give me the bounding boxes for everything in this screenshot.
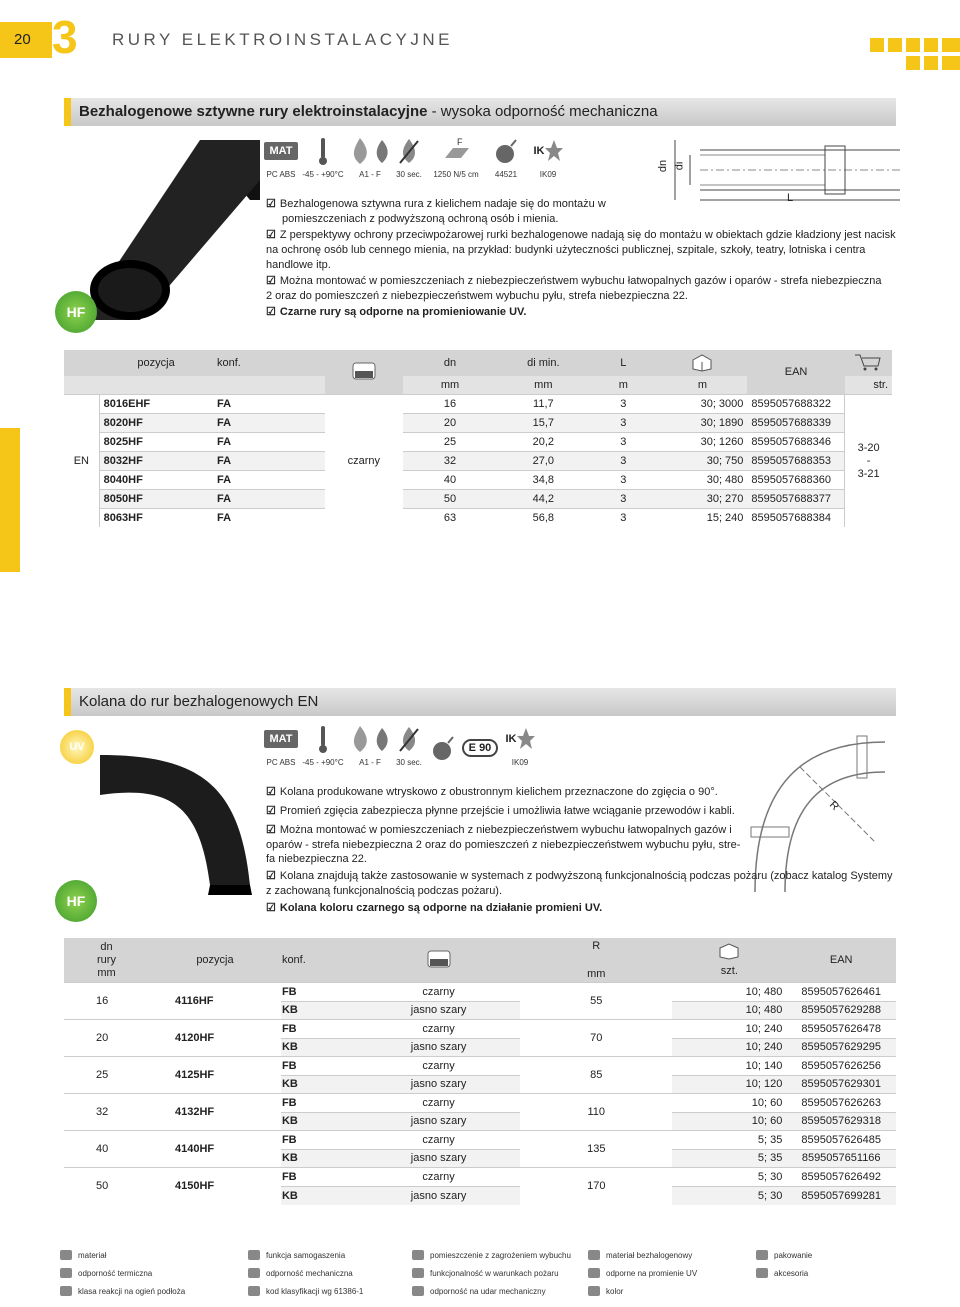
table-row [64,509,892,528]
cell-pozycja: 8050HF [103,493,143,505]
table-row [64,433,892,452]
legend-icon [248,1286,260,1296]
self-extinguish-icon [398,722,420,756]
table-row [64,471,892,490]
svg-text:F: F [457,137,463,147]
cell-pack: 10; 480 [745,1004,783,1017]
icon-caption: 44521 [494,170,518,179]
legend-icon [248,1250,260,1260]
cell-ean: 8595057699281 [801,1189,881,1202]
legend-item [60,1286,185,1296]
cell-color: jasno szary [410,1004,467,1017]
legend [60,1250,930,1302]
table-row [64,983,896,1002]
table-row [64,1131,896,1150]
cell-pozycja: 8063HF [103,512,143,524]
cell-konf: FB [281,1170,297,1183]
cell-dn: 50 [96,1180,109,1193]
bullet-item: ☑ Można montować w pomieszczeniach z niebezpieczeństwem wybuchu łatwopalnych gazów i [266,824,732,836]
material-icon: MAT [264,142,297,160]
unit-di: mm [534,379,553,391]
section2-title: Kolana do rur bezhalogenowych EN [79,693,319,710]
legend-label: odporność mechaniczna [266,1268,353,1278]
cell-ean: 8595057626492 [801,1170,881,1183]
table-row [64,414,892,433]
legend-icon [412,1250,424,1260]
legend-label: odporność na udar mechaniczny [430,1286,546,1296]
cell-pack: 15; 240 [706,512,744,524]
icon-caption: IK09 [511,758,529,767]
color-icon [325,350,402,395]
cell-di: 27,0 [532,455,555,467]
col-ean: EAN [784,366,808,378]
cell-di: 44,2 [532,493,555,505]
color-icon [357,938,520,983]
table-row [64,452,892,471]
bullet-cont: na ochronę osób lub cennego mienia, na przykład: budynki użyteczności publicznej, szpitale, szkoły, teatry, lotniska i centra [266,244,866,256]
legend-item [412,1268,559,1278]
cell-ean: 8595057626461 [801,985,881,998]
legend-label: kod klasyfikacji wg 61386-1 [266,1286,364,1296]
cell-dn: 63 [443,512,457,524]
cell-color: czarny [422,985,455,998]
legend-label: funkcjonalność w warunkach pożaru [430,1268,559,1278]
cell-R: 110 [587,1106,606,1118]
table-row [64,1020,896,1039]
col-pozycja: pozycja [137,357,175,369]
bullet-cont: fa niebezpieczna 22. [266,853,367,865]
cell-konf: FB [281,1133,297,1146]
legend-item [756,1268,808,1278]
legend-icon [412,1268,424,1278]
cell-konf: KB [281,1004,298,1017]
legend-label: akcesoria [774,1268,809,1278]
elbow-image [90,745,260,898]
cell-R: 170 [587,1180,606,1193]
cell-dn: 20 [96,1032,109,1044]
cell-ean: 8595057626256 [801,1059,881,1072]
bullet-item: ☑ Kolana produkowane wtryskowo z obustronnym kielichem przeznaczone do zgięcia o 90°. [266,786,718,798]
cell-pack: 10; 60 [751,1096,783,1109]
col-konf: konf. [216,357,241,369]
cell-pozycja: 4132HF [174,1106,215,1118]
fire-function-icon: E 90 [462,731,499,765]
thermometer-icon [318,722,328,756]
legend-item [248,1250,345,1260]
explosion-icon [493,134,519,168]
cell-color: czarny [347,455,381,467]
cell-pack: 10; 60 [751,1115,783,1128]
col-di: di min. [527,357,560,369]
cell-konf: FB [281,1059,297,1072]
cell-L: 3 [620,398,627,410]
cell-konf: FA [216,455,232,467]
cell-konf: KB [281,1078,298,1091]
cell-konf: KB [281,1041,298,1054]
pipe-dimension-diagram [655,130,900,213]
cell-L: 3 [620,474,627,486]
cell-ean: 8595057688322 [751,398,831,410]
legend-item [248,1286,363,1296]
legend-icon [588,1268,600,1278]
cell-pack: 10; 140 [745,1059,783,1072]
bullet-item: ☑ Kolana znajdują także zastosowanie w systemach z podwyższoną funkcjonalnością podczas pożaru (zobacz katalog Systemy [266,870,893,882]
icon-caption: PC ABS [266,758,296,767]
cell-ean: 8595057688384 [751,512,831,524]
cell-ean: 8595057688339 [751,417,831,429]
uv-icon: UV [60,730,94,764]
cell-color: czarny [422,1133,455,1146]
cell-color: jasno szary [410,1041,467,1054]
cell-ean: 8595057626485 [801,1133,881,1146]
legend-icon [588,1286,600,1296]
section-title-bold: Bezhalogenowe sztywne rury elektroinstalacyjne [79,103,428,120]
col-ean: EAN [829,954,853,966]
legend-item [248,1268,353,1278]
cell-color: jasno szary [410,1078,467,1091]
legend-item [588,1268,697,1278]
cell-pack: 10; 120 [745,1078,783,1091]
cell-pozycja: 4150HF [174,1180,215,1193]
cell-dn: 32 [96,1106,109,1118]
table-row [64,490,892,509]
elbows-table [64,938,896,1205]
material-icon: MAT [264,730,297,748]
cell-pack: 30; 480 [706,474,744,486]
bullet-cont: handlowe itp. [266,259,331,271]
cell-dn: 20 [443,417,457,429]
cell-pack: 10; 480 [745,985,783,998]
cell-pack: 5; 35 [757,1133,783,1146]
cell-pack: 10; 240 [745,1022,783,1035]
cell-ean: 8595057651166 [801,1152,881,1165]
legend-icon [756,1268,768,1278]
icon-caption: 30 sec. [396,758,422,767]
legend-label: kolor [606,1286,624,1296]
cell-konf: FA [216,474,232,486]
bullet-cont: 2 oraz do pomieszczeń z niebezpieczeństwem wybuchu pyłu, strefa niebezpieczna 22. [266,290,688,302]
property-icons [264,134,570,179]
cell-pack: 5; 30 [757,1189,783,1202]
unit-pack: m [697,379,707,391]
cell-dn: 40 [443,474,457,486]
legend-item [412,1250,571,1260]
cell-pack: 30; 750 [706,455,744,467]
col-pack: szt. [672,938,786,983]
cell-pozycja: 8025HF [103,436,143,448]
legend-icon [60,1286,72,1296]
label-R: R [826,798,842,814]
legend-icon [588,1250,600,1260]
cell-R: 135 [587,1143,606,1155]
icon-caption: 30 sec. [396,170,422,179]
icon-caption: PC ABS [266,170,296,179]
icon-caption: IK09 [539,170,557,179]
cell-pack: 10; 240 [745,1041,783,1054]
cell-ean: 8595057629288 [801,1004,881,1017]
cell-ean: 8595057629295 [801,1041,881,1054]
cell-konf: FA [216,512,232,524]
legend-label: pakowanie [774,1250,813,1260]
explosion-icon [430,731,456,765]
cell-di: 56,8 [532,512,555,524]
cell-color: jasno szary [410,1189,467,1202]
icon-caption: -45 - +90°C [302,758,344,767]
self-extinguish-icon [398,134,420,168]
cell-pack: 30; 1260 [700,436,744,448]
bullet-item: ☑ Czarne rury są odporne na promieniowanie UV. [266,306,527,318]
legend-item [412,1286,546,1296]
bullet-cont: pomieszczeniach z podwyższoną ochroną osób i mienia. [282,213,559,225]
cell-pozycja: 8040HF [103,474,143,486]
cell-pozycja: 4120HF [174,1032,215,1044]
cell-pozycja: 4140HF [174,1143,215,1155]
cell-color: czarny [422,1022,455,1035]
cell-konf: KB [281,1152,298,1165]
cell-dn: 40 [96,1143,109,1155]
cell-pack: 30; 1890 [700,417,744,429]
bullet-item: ☑ Promień zgięcia zabezpiecza płynne przejście i umożliwia łatwe wciąganie przewodów i kabli. [266,805,735,817]
col-konf: konf. [281,954,306,966]
cell-ean: 8595057629301 [801,1078,881,1091]
cell-dn: 32 [443,455,457,467]
label-di: di [673,161,686,171]
cell-color: jasno szary [410,1152,467,1165]
legend-label: pomieszczenie z zagrożeniem wybuchu [430,1250,571,1260]
bullet-item: ☑ Z perspektywy ochrony przeciwpożarowej rurki bezhalogenowe nadają się do montażu w obiektach gdzie kładziony jest nacisk [266,229,896,241]
cell-ean: 8595057688377 [751,493,831,505]
cell-R: 70 [590,1032,603,1044]
legend-item [60,1250,106,1260]
unit-str: str. [873,379,888,391]
legend-label: materiał [78,1250,107,1260]
cell-konf: KB [281,1115,298,1128]
impact-icon: IK [534,134,563,168]
icon-caption: A1 - F [359,170,381,179]
pipes-table [64,350,892,527]
cell-di: 20,2 [532,436,555,448]
chapter-number: 3 [52,11,78,63]
cell-pozycja: 8032HF [103,455,143,467]
section-header-elbows [64,688,896,716]
legend-icon [60,1250,72,1260]
cell-ean: 8595057688360 [751,474,831,486]
cell-ean: 8595057626478 [801,1022,881,1035]
icon-caption: -45 - +90°C [302,170,344,179]
legend-icon [412,1286,424,1296]
cell-ean: 8595057688353 [751,455,831,467]
cell-dn: 16 [443,398,457,410]
unit-dn: mm [440,379,460,391]
accent-bar [0,428,20,572]
section-title-rest: - wysoka odporność mechaniczna [427,103,658,120]
cell-L: 3 [620,417,627,429]
cell-ean: 8595057629318 [801,1115,881,1128]
col-R: R mm [587,940,606,980]
section-header-rigid-pipes [64,98,896,126]
cell-L: 3 [620,455,627,467]
cell-di: 11,7 [533,398,554,410]
thermometer-icon [318,134,328,168]
cell-R: 55 [590,995,603,1007]
legend-label: odporne na promienie UV [606,1268,698,1278]
cell-L: 3 [620,493,627,505]
pack-icon [657,350,747,376]
cell-konf: FA [216,398,232,410]
col-pozycja: pozycja [196,954,234,966]
col-L: L [620,357,627,369]
col-dn: dn rury mm [97,940,116,979]
label-L: L [787,192,794,204]
legend-label: funkcja samogaszenia [266,1250,346,1260]
cell-color: jasno szary [410,1115,467,1128]
impact-icon: IK [506,722,535,756]
icon-caption: 1250 N/5 cm [433,170,479,179]
cell-konf: FB [281,1022,297,1035]
cell-dn: 25 [443,436,457,448]
legend-icon [248,1268,260,1278]
cell-L: 3 [620,436,627,448]
legend-label: odporność termiczna [78,1268,153,1278]
cell-ean: 8595057626263 [801,1096,881,1109]
compression-icon [441,134,471,168]
cell-L: 3 [620,512,627,524]
norm-cell: EN [64,395,99,528]
cell-R: 85 [590,1069,603,1081]
chapter-title: RURY ELEKTROINSTALACYJNE [112,30,453,49]
legend-icon [60,1268,72,1278]
property-icons-2 [264,722,540,767]
cell-ean: 8595057688346 [751,436,831,448]
table-row [64,395,892,414]
cell-konf: FA [216,417,232,429]
cell-konf: FB [281,985,297,998]
cell-color: czarny [422,1096,455,1109]
table-row [64,1168,896,1187]
legend-label: klasa reakcji na ogień podłoża [78,1286,186,1296]
cell-pages: 3-20 - 3-21 [845,395,892,528]
cell-dn: 25 [96,1069,109,1081]
cell-pack: 30; 3000 [700,398,744,410]
legend-item [588,1286,623,1296]
flame-icon [348,722,392,756]
flame-icon [348,134,392,168]
legend-item [588,1250,692,1260]
cell-pack: 5; 30 [757,1170,783,1183]
table-row [64,1057,896,1076]
legend-label: materiał bezhalogenowy [606,1250,693,1260]
label-dn: dn [657,159,670,173]
cell-color: czarny [422,1059,455,1072]
bullet-cont: z zachowaną funkcjonalnością podczas pożaru). [266,885,503,897]
cell-di: 15,7 [532,417,555,429]
unit-L: m [618,379,628,391]
cell-pozycja: 8020HF [103,417,143,429]
col-dn: dn [443,357,457,369]
cell-konf: KB [281,1189,298,1202]
bullet-item: ☑ Bezhalogenowa sztywna rura z kielichem nadaje się do montażu w [266,198,606,210]
legend-item [60,1268,152,1278]
halogen-free-icon: HF [55,291,97,333]
cell-konf: FA [216,436,232,448]
legend-item [756,1250,812,1260]
cell-di: 34,8 [532,474,555,486]
bullet-cont: oparów - strefa niebezpieczna 2 oraz do pomieszczeń z niebezpieczeństwem wybuchu pyłu, stre- [266,839,741,851]
page-number: 20 [0,22,52,58]
cell-dn: 16 [96,995,109,1007]
halogen-free-icon: HF [55,880,97,922]
bullet-item: ☑ Kolana koloru czarnego są odporne na działanie promieni UV. [266,902,603,914]
cell-dn: 50 [443,493,457,505]
cell-pack: 5; 35 [757,1152,783,1165]
cell-pozycja: 8016EHF [103,398,151,410]
cell-color: czarny [422,1170,455,1183]
table-row [64,1094,896,1113]
cart-icon [845,350,892,376]
legend-icon [756,1250,768,1260]
icon-caption: A1 - F [359,758,381,767]
cell-pozycja: 4116HF [174,995,214,1007]
cell-pozycja: 4125HF [174,1069,215,1081]
bullet-item: ☑ Można montować w pomieszczeniach z niebezpieczeństwem wybuchu łatwopalnych gazów i oparów - strefa niebezpieczna [266,275,882,287]
cell-konf: FA [216,493,232,505]
cell-pack: 30; 270 [706,493,744,505]
cell-konf: FB [281,1096,297,1109]
